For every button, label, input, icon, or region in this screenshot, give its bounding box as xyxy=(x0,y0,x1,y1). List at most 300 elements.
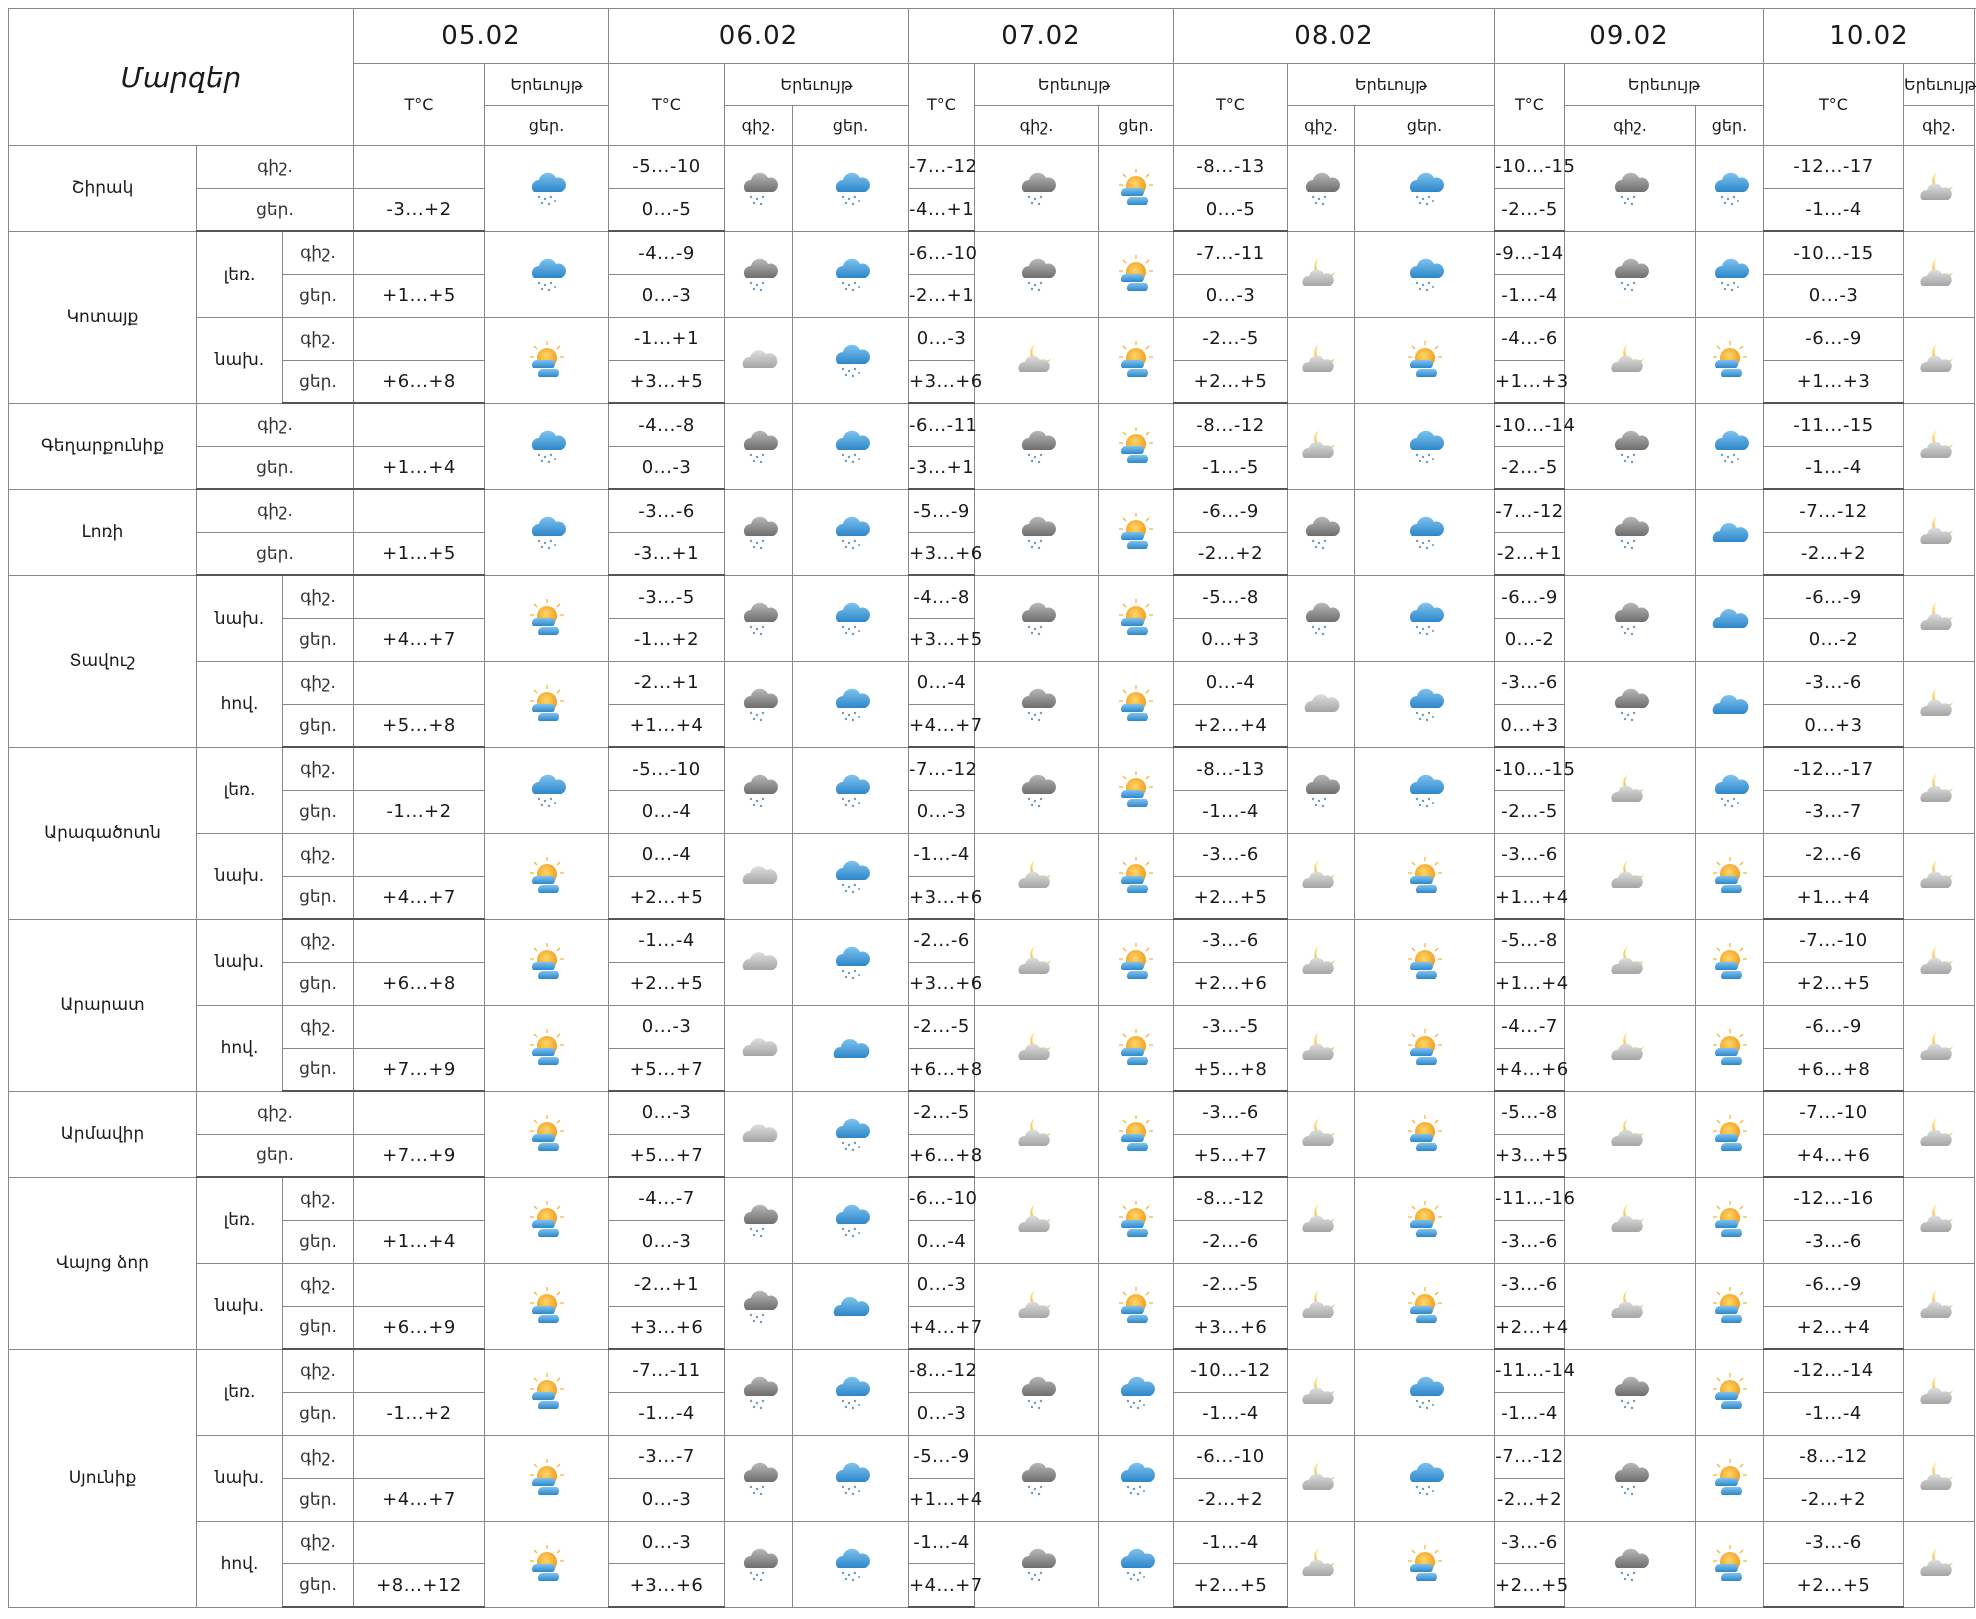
temp-cell: -3...-5 xyxy=(1174,1005,1288,1048)
region-name: Կոտայք xyxy=(9,231,197,403)
moongreycloud-icon xyxy=(1608,854,1652,898)
moongreycloud-icon xyxy=(1608,338,1652,382)
temp-cell: -9...-14 xyxy=(1495,231,1565,274)
night-weather-cell xyxy=(1904,489,1975,575)
regions-title: Մարզեր xyxy=(9,9,354,146)
greycloud-icon xyxy=(737,940,781,984)
temp-cell: -12...-17 xyxy=(1764,747,1904,790)
temp-cell: +4...+7 xyxy=(909,1564,975,1607)
table-row xyxy=(9,1521,1975,1564)
night-weather-cell xyxy=(975,747,1099,833)
moongreycloud-icon xyxy=(1015,1026,1059,1070)
greysnow-icon xyxy=(1608,252,1652,296)
temp-cell: +5...+7 xyxy=(609,1134,725,1177)
table-row xyxy=(9,317,1975,360)
sunbluecloud-icon xyxy=(1403,1198,1447,1242)
temp-cell: -2...+1 xyxy=(1495,532,1565,575)
moongreycloud-icon xyxy=(1299,940,1343,984)
day-weather-cell xyxy=(485,1177,609,1263)
night-weather-cell xyxy=(725,489,793,575)
sunbluecloud-icon xyxy=(1708,1456,1752,1500)
night-weather-cell xyxy=(975,575,1099,661)
day-weather-cell xyxy=(1355,1349,1495,1435)
day-weather-cell xyxy=(1355,1521,1495,1607)
temp-cell: -10...-15 xyxy=(1495,747,1565,790)
day-weather-cell xyxy=(793,1349,909,1435)
temp-cell: -1...+2 xyxy=(354,1392,485,1435)
night-weather-cell xyxy=(1288,575,1355,661)
night-label: գիշ. xyxy=(283,747,354,790)
temp-cell: 0...-5 xyxy=(1174,188,1288,231)
moongreycloud-icon xyxy=(1608,1284,1652,1328)
day-weather-cell xyxy=(793,919,909,1005)
subregion-name: նախ. xyxy=(197,833,283,919)
temp-cell: -1...-4 xyxy=(1174,1521,1288,1564)
temp-cell: +6...+8 xyxy=(909,1048,975,1091)
temp-cell: +1...+4 xyxy=(354,1220,485,1263)
day-weather-cell xyxy=(1355,1263,1495,1349)
greysnow-icon xyxy=(1608,1370,1652,1414)
temp-cell: +3...+6 xyxy=(909,360,975,403)
night-weather-cell xyxy=(1288,317,1355,403)
day-weather-cell xyxy=(1099,317,1174,403)
bluesnow-icon xyxy=(1403,768,1447,812)
temp-cell: -1...-4 xyxy=(609,919,725,962)
temp-cell xyxy=(354,919,485,962)
night-weather-cell xyxy=(1565,1349,1696,1435)
temp-cell: +2...+5 xyxy=(1174,1564,1288,1607)
sunbluecloud-icon xyxy=(1114,338,1158,382)
night-weather-cell xyxy=(1904,1263,1975,1349)
temp-cell xyxy=(354,489,485,532)
temp-cell: -2...+2 xyxy=(1495,1478,1565,1521)
day-weather-cell xyxy=(485,747,609,833)
day-weather-cell xyxy=(1099,1177,1174,1263)
day-weather-cell xyxy=(1099,919,1174,1005)
sunbluecloud-icon xyxy=(1114,1198,1158,1242)
subregion-name: հով. xyxy=(197,1521,283,1607)
sunbluecloud-icon xyxy=(525,682,569,726)
night-weather-cell xyxy=(1565,231,1696,317)
region-name: Արմավիր xyxy=(9,1091,197,1177)
table-row xyxy=(9,146,1975,189)
day-weather-cell xyxy=(485,403,609,489)
night-weather-cell xyxy=(725,833,793,919)
bluesnow-icon xyxy=(829,940,873,984)
temp-cell: -2...+2 xyxy=(1174,532,1288,575)
day-weather-cell xyxy=(1696,1349,1764,1435)
night-weather-cell xyxy=(1565,1521,1696,1607)
moongreycloud-icon xyxy=(1917,166,1961,210)
night-label: գիշ. xyxy=(197,1091,354,1134)
night-weather-cell xyxy=(1565,1177,1696,1263)
night-weather-cell xyxy=(1288,1005,1355,1091)
night-weather-cell xyxy=(1288,1091,1355,1177)
temp-cell xyxy=(354,661,485,704)
night-weather-cell xyxy=(725,919,793,1005)
table-row xyxy=(9,1091,1975,1134)
temp-col-header: T°C xyxy=(354,64,485,146)
day-label: ցեր. xyxy=(283,1392,354,1435)
region-name: Շիրակ xyxy=(9,146,197,232)
temp-cell: +1...+4 xyxy=(609,704,725,747)
temp-cell: -2...-5 xyxy=(1174,1263,1288,1306)
moongreycloud-icon xyxy=(1299,338,1343,382)
forecast-table xyxy=(8,8,1975,1608)
day-weather-cell xyxy=(1099,1263,1174,1349)
bluesnow-icon xyxy=(829,682,873,726)
night-label: գիշ. xyxy=(283,1521,354,1564)
day-weather-cell xyxy=(793,575,909,661)
moongreycloud-icon xyxy=(1917,1284,1961,1328)
moongreycloud-icon xyxy=(1608,1026,1652,1070)
moongreycloud-icon xyxy=(1015,1112,1059,1156)
table-row xyxy=(9,1177,1975,1220)
bluesnow-icon xyxy=(829,596,873,640)
temp-cell: +4...+7 xyxy=(354,876,485,919)
temp-cell: +5...+8 xyxy=(1174,1048,1288,1091)
moongreycloud-icon xyxy=(1299,424,1343,468)
day-col-header: ցեր. xyxy=(1099,106,1174,146)
sunbluecloud-icon xyxy=(1114,510,1158,554)
night-label: գիշ. xyxy=(283,231,354,274)
temp-cell: -3...-6 xyxy=(1495,661,1565,704)
table-row xyxy=(9,833,1975,876)
temp-cell: 0...+3 xyxy=(1495,704,1565,747)
temp-cell xyxy=(354,317,485,360)
day-label: ցեր. xyxy=(283,274,354,317)
temp-cell xyxy=(354,403,485,446)
sunbluecloud-icon xyxy=(1708,940,1752,984)
greysnow-icon xyxy=(1015,1542,1059,1586)
day-weather-cell xyxy=(485,146,609,232)
night-weather-cell xyxy=(725,1177,793,1263)
day-weather-cell xyxy=(1696,231,1764,317)
temp-cell xyxy=(354,146,485,189)
temp-cell: -6...-11 xyxy=(909,403,975,446)
night-weather-cell xyxy=(975,1005,1099,1091)
day-label: ցեր. xyxy=(283,1048,354,1091)
day-weather-cell xyxy=(1696,317,1764,403)
night-weather-cell xyxy=(1288,1263,1355,1349)
sunbluecloud-icon xyxy=(1114,424,1158,468)
region-name: Սյունիք xyxy=(9,1349,197,1607)
sunbluecloud-icon xyxy=(525,1370,569,1414)
temp-cell: -5...-9 xyxy=(909,1435,975,1478)
temp-cell: +3...+5 xyxy=(909,618,975,661)
bluesnow-icon xyxy=(525,252,569,296)
subregion-name: նախ. xyxy=(197,575,283,661)
sunbluecloud-icon xyxy=(1708,338,1752,382)
day-weather-cell xyxy=(1099,403,1174,489)
temp-cell: -7...-11 xyxy=(609,1349,725,1392)
subregion-name: լեռ. xyxy=(197,747,283,833)
night-weather-cell xyxy=(725,1091,793,1177)
moongreycloud-icon xyxy=(1299,1370,1343,1414)
day-weather-cell xyxy=(1355,489,1495,575)
temp-cell: 0...-3 xyxy=(609,1091,725,1134)
moongreycloud-icon xyxy=(1299,854,1343,898)
bluesnow-icon xyxy=(1114,1542,1158,1586)
bluesnow-icon xyxy=(1114,1456,1158,1500)
temp-cell: -7...-12 xyxy=(909,747,975,790)
night-weather-cell xyxy=(1904,919,1975,1005)
day-weather-cell xyxy=(485,317,609,403)
temp-cell: -3...+1 xyxy=(909,446,975,489)
day-col-header: ցեր. xyxy=(1696,106,1764,146)
night-weather-cell xyxy=(975,231,1099,317)
night-col-header: գիշ. xyxy=(1288,106,1355,146)
temp-cell: 0...+3 xyxy=(1764,704,1904,747)
moongreycloud-icon xyxy=(1299,1456,1343,1500)
temp-cell: 0...-3 xyxy=(609,1220,725,1263)
night-weather-cell xyxy=(1288,231,1355,317)
night-col-header: գիշ. xyxy=(1565,106,1696,146)
night-weather-cell xyxy=(1288,1349,1355,1435)
temp-cell: -7...-12 xyxy=(1495,1435,1565,1478)
region-name: Արագածոտն xyxy=(9,747,197,919)
night-label: գիշ. xyxy=(283,1005,354,1048)
temp-cell: +3...+6 xyxy=(909,876,975,919)
temp-cell: -1...-4 xyxy=(1495,1392,1565,1435)
temp-cell: -4...-7 xyxy=(1495,1005,1565,1048)
day-weather-cell xyxy=(1696,146,1764,232)
greycloud-icon xyxy=(737,854,781,898)
sunbluecloud-icon xyxy=(1708,1026,1752,1070)
sunbluecloud-icon xyxy=(525,1284,569,1328)
bluesnow-icon xyxy=(525,768,569,812)
temp-cell: -6...-10 xyxy=(1174,1435,1288,1478)
sunbluecloud-icon xyxy=(1403,1112,1447,1156)
night-weather-cell xyxy=(1565,661,1696,747)
temp-cell: +1...+5 xyxy=(354,274,485,317)
sunbluecloud-icon xyxy=(525,940,569,984)
table-row xyxy=(9,575,1975,618)
bluesnow-icon xyxy=(1708,252,1752,296)
temp-cell: +7...+9 xyxy=(354,1048,485,1091)
temp-col-header: T°C xyxy=(609,64,725,146)
temp-cell: 0...-3 xyxy=(609,446,725,489)
temp-cell: +6...+8 xyxy=(354,360,485,403)
bluesnow-icon xyxy=(1403,252,1447,296)
greysnow-icon xyxy=(737,596,781,640)
sunbluecloud-icon xyxy=(1708,1112,1752,1156)
moongreycloud-icon xyxy=(1917,854,1961,898)
temp-cell: -3...+2 xyxy=(354,188,485,231)
day-weather-cell xyxy=(1696,1005,1764,1091)
bluesnow-icon xyxy=(829,424,873,468)
greycloud-icon xyxy=(737,1112,781,1156)
moongreycloud-icon xyxy=(1299,1112,1343,1156)
night-weather-cell xyxy=(975,403,1099,489)
bluecloud-icon xyxy=(829,1284,873,1328)
temp-cell: -10...-12 xyxy=(1174,1349,1288,1392)
night-weather-cell xyxy=(1904,575,1975,661)
moongreycloud-icon xyxy=(1608,768,1652,812)
night-weather-cell xyxy=(1288,747,1355,833)
temp-col-header: T°C xyxy=(1495,64,1565,146)
temp-cell: 0...-4 xyxy=(1174,661,1288,704)
bluesnow-icon xyxy=(829,338,873,382)
temp-cell: +4...+7 xyxy=(909,1306,975,1349)
day-weather-cell xyxy=(1696,1435,1764,1521)
night-weather-cell xyxy=(975,146,1099,232)
sunbluecloud-icon xyxy=(1708,1284,1752,1328)
day-label: ցեր. xyxy=(283,876,354,919)
night-weather-cell xyxy=(1565,489,1696,575)
temp-cell xyxy=(354,1263,485,1306)
temp-cell: -6...-9 xyxy=(1764,1005,1904,1048)
day-label: ցեր. xyxy=(283,1478,354,1521)
bluesnow-icon xyxy=(829,1370,873,1414)
night-col-header: գիշ. xyxy=(725,106,793,146)
day-label: ցեր. xyxy=(283,1564,354,1607)
temp-cell: +2...+5 xyxy=(609,876,725,919)
bluesnow-icon xyxy=(829,1198,873,1242)
moongreycloud-icon xyxy=(1917,596,1961,640)
subregion-name: նախ. xyxy=(197,1263,283,1349)
temp-cell: +2...+5 xyxy=(1764,1564,1904,1607)
temp-cell: -3...-7 xyxy=(1764,790,1904,833)
temp-cell: -1...-4 xyxy=(1174,1392,1288,1435)
sunbluecloud-icon xyxy=(1403,854,1447,898)
day-weather-cell xyxy=(485,1521,609,1607)
table-row xyxy=(9,1435,1975,1478)
temp-cell: -6...-9 xyxy=(1764,317,1904,360)
date-header: 08.02 xyxy=(1174,9,1495,64)
day-weather-cell xyxy=(1355,1177,1495,1263)
temp-cell: +1...+4 xyxy=(1495,962,1565,1005)
temp-cell: +3...+6 xyxy=(609,1564,725,1607)
temp-cell: 0...-3 xyxy=(609,1478,725,1521)
bluesnow-icon xyxy=(1708,424,1752,468)
night-weather-cell xyxy=(725,575,793,661)
greycloud-icon xyxy=(1299,682,1343,726)
temp-cell: +7...+9 xyxy=(354,1134,485,1177)
sunbluecloud-icon xyxy=(1403,940,1447,984)
temp-cell: -4...+1 xyxy=(909,188,975,231)
day-weather-cell xyxy=(1696,489,1764,575)
greysnow-icon xyxy=(1015,1456,1059,1500)
night-weather-cell xyxy=(1904,661,1975,747)
night-label: գիշ. xyxy=(197,146,354,189)
night-weather-cell xyxy=(975,919,1099,1005)
day-weather-cell xyxy=(1355,146,1495,232)
temp-cell xyxy=(354,747,485,790)
night-weather-cell xyxy=(1565,575,1696,661)
temp-cell: -7...-12 xyxy=(1764,489,1904,532)
temp-cell: -10...-15 xyxy=(1764,231,1904,274)
subregion-name: հով. xyxy=(197,661,283,747)
moongreycloud-icon xyxy=(1917,338,1961,382)
subregion-name: նախ. xyxy=(197,1435,283,1521)
day-weather-cell xyxy=(793,747,909,833)
night-weather-cell xyxy=(725,1005,793,1091)
temp-cell: +3...+5 xyxy=(609,360,725,403)
sunbluecloud-icon xyxy=(525,596,569,640)
night-label: գիշ. xyxy=(283,1177,354,1220)
night-weather-cell xyxy=(975,1435,1099,1521)
night-weather-cell xyxy=(1288,1521,1355,1607)
day-weather-cell xyxy=(1696,403,1764,489)
greysnow-icon xyxy=(737,1542,781,1586)
day-weather-cell xyxy=(485,1091,609,1177)
night-weather-cell xyxy=(1904,747,1975,833)
temp-cell xyxy=(354,1521,485,1564)
temp-cell: +3...+6 xyxy=(1174,1306,1288,1349)
bluesnow-icon xyxy=(829,1456,873,1500)
sunbluecloud-icon xyxy=(1403,1026,1447,1070)
night-weather-cell xyxy=(725,403,793,489)
temp-cell: -2...-5 xyxy=(1174,317,1288,360)
sunbluecloud-icon xyxy=(1114,166,1158,210)
temp-cell: +6...+8 xyxy=(909,1134,975,1177)
day-weather-cell xyxy=(1696,919,1764,1005)
table-row xyxy=(9,1263,1975,1306)
temp-cell: -3...-6 xyxy=(1764,1521,1904,1564)
temp-cell: -8...-12 xyxy=(1174,403,1288,446)
greysnow-icon xyxy=(737,1198,781,1242)
sunbluecloud-icon xyxy=(525,1112,569,1156)
greysnow-icon xyxy=(1608,596,1652,640)
greysnow-icon xyxy=(737,252,781,296)
greysnow-icon xyxy=(1015,1370,1059,1414)
temp-cell: 0...-3 xyxy=(1174,274,1288,317)
temp-cell: +5...+8 xyxy=(354,704,485,747)
day-weather-cell xyxy=(1355,231,1495,317)
sunbluecloud-icon xyxy=(1114,1026,1158,1070)
temp-cell xyxy=(354,1435,485,1478)
day-col-header: ցեր. xyxy=(1355,106,1495,146)
bluesnow-icon xyxy=(1114,1370,1158,1414)
sunbluecloud-icon xyxy=(525,1456,569,1500)
night-weather-cell xyxy=(975,1091,1099,1177)
temp-cell: -10...-14 xyxy=(1495,403,1565,446)
night-weather-cell xyxy=(1904,317,1975,403)
night-weather-cell xyxy=(725,1263,793,1349)
bluesnow-icon xyxy=(1708,768,1752,812)
temp-cell: +3...+5 xyxy=(1495,1134,1565,1177)
temp-cell: -11...-16 xyxy=(1495,1177,1565,1220)
greysnow-icon xyxy=(737,1456,781,1500)
day-label: ցեր. xyxy=(283,360,354,403)
sunbluecloud-icon xyxy=(525,1026,569,1070)
sunbluecloud-icon xyxy=(1114,940,1158,984)
moongreycloud-icon xyxy=(1015,338,1059,382)
day-weather-cell xyxy=(793,1177,909,1263)
day-weather-cell xyxy=(793,231,909,317)
temp-cell: -2...-6 xyxy=(1764,833,1904,876)
night-weather-cell xyxy=(1288,403,1355,489)
day-weather-cell xyxy=(1696,1263,1764,1349)
night-weather-cell xyxy=(975,833,1099,919)
bluesnow-icon xyxy=(829,1112,873,1156)
night-weather-cell xyxy=(1565,403,1696,489)
bluesnow-icon xyxy=(1708,166,1752,210)
temp-cell: 0...-3 xyxy=(609,1521,725,1564)
sunbluecloud-icon xyxy=(525,1542,569,1586)
temp-cell: +2...+5 xyxy=(1764,962,1904,1005)
temp-cell: +4...+6 xyxy=(1764,1134,1904,1177)
date-header: 06.02 xyxy=(609,9,909,64)
temp-cell: -3...-6 xyxy=(1764,1220,1904,1263)
temp-cell: +1...+3 xyxy=(1495,360,1565,403)
moongreycloud-icon xyxy=(1608,1198,1652,1242)
day-weather-cell xyxy=(485,575,609,661)
bluesnow-icon xyxy=(1403,424,1447,468)
day-weather-cell xyxy=(1355,919,1495,1005)
temp-cell: -6...-10 xyxy=(909,1177,975,1220)
